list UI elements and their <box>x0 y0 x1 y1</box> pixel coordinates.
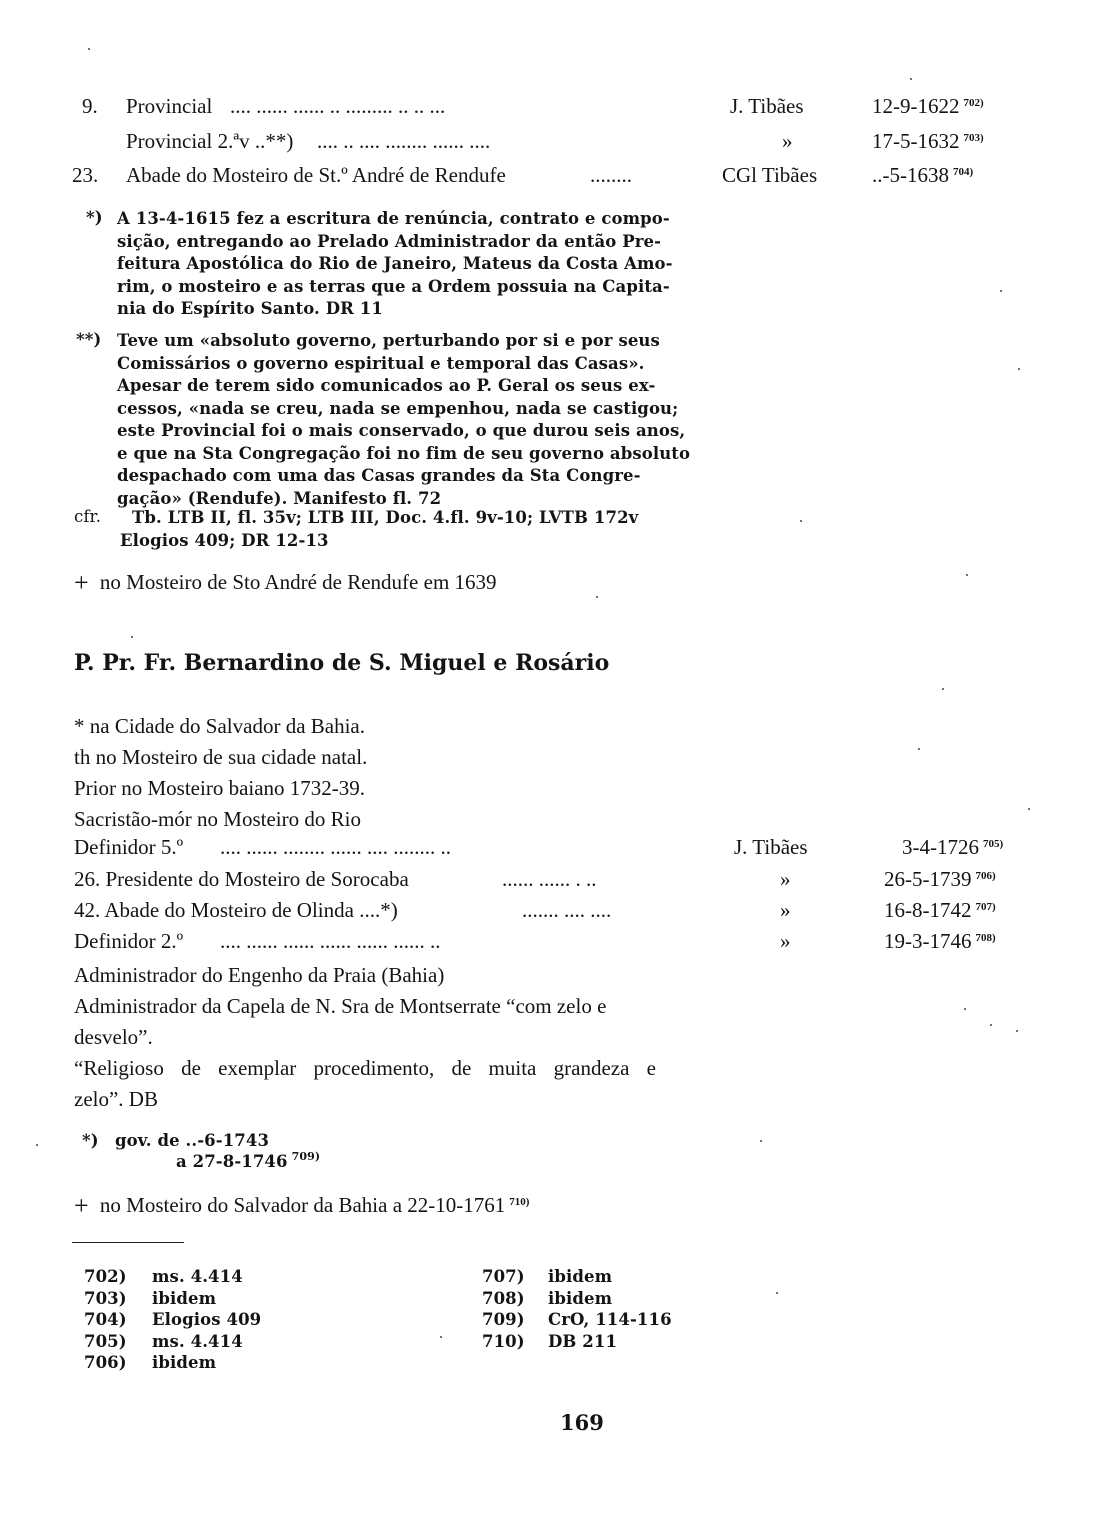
note-line: rim, o mosteiro e as terras que a Ordem possuia na Capita- <box>117 276 670 296</box>
scan-speck <box>964 1008 966 1010</box>
footnote <box>84 1288 261 1310</box>
leader-dots: ....... .... .... <box>522 898 612 922</box>
footnote <box>482 1266 672 1288</box>
footnote-number: 707) <box>482 1267 525 1286</box>
scan-speck <box>1028 808 1030 810</box>
date-text: 12-9-1622 <box>872 94 960 118</box>
entry-date <box>872 129 984 154</box>
scan-speck <box>918 748 920 750</box>
footnote <box>84 1331 261 1353</box>
date-text: ..-5-1638 <box>872 163 949 187</box>
leader-dots: ........ <box>590 163 632 187</box>
ref-number: 705) <box>983 838 1004 850</box>
note-line: despachado com uma das Casas grandes da Sta Congre- <box>117 466 641 485</box>
note-line: nia do Espírito Santo. DR 11 <box>117 299 383 318</box>
leader-dots: .... .. .... ........ ...... .... <box>317 129 491 153</box>
scan-speck <box>131 636 133 638</box>
scan-speck <box>1016 1030 1018 1032</box>
scan-speck <box>990 1024 992 1026</box>
intro-line: Sacristão-mór no Mosteiro do Rio <box>74 807 361 831</box>
note-paragraph <box>117 208 673 321</box>
scan-speck <box>910 78 912 80</box>
date-text: 26-5-1739 <box>884 867 972 891</box>
footnote-text: DB 211 <box>548 1331 618 1351</box>
ref-number: 706) <box>975 870 996 882</box>
cross-symbol: + <box>74 568 89 597</box>
footnote-number: 709) <box>482 1310 525 1329</box>
entry-place: J. Tibães <box>734 835 808 859</box>
intro-line: th no Mosteiro de sua cidade natal. <box>74 745 368 769</box>
cross-symbol: + <box>74 1191 89 1220</box>
scan-speck <box>800 520 802 522</box>
entry-date <box>872 94 984 119</box>
note-line: cessos, «nada se creu, nada se empenhou, nada se castigou; <box>117 398 679 418</box>
scan-speck <box>776 1292 778 1294</box>
cfr-line: Elogios 409; DR 12-13 <box>120 530 329 550</box>
body-line: Administrador da Capela de N. Sra de Montserrate “com zelo e <box>74 994 607 1018</box>
footnote-rule <box>72 1242 184 1243</box>
footnote-text: ibidem <box>152 1353 217 1372</box>
footnote-text: CrO, 114-116 <box>548 1310 672 1329</box>
note-marker: *) <box>82 1131 99 1150</box>
scan-speck <box>1018 368 1020 370</box>
leader-dots: .... ...... ...... .. ......... .. .. ... <box>230 94 446 118</box>
footnote-number: 705) <box>84 1331 127 1351</box>
footnote-number: 703) <box>84 1288 127 1308</box>
cfr-line: Tb. LTB II, fl. 35v; LTB III, Doc. 4.fl. 9v-10; LVTB 172v <box>132 508 639 527</box>
ref-number: 708) <box>975 932 996 944</box>
entry-place: » <box>780 898 791 922</box>
footnote-number: 704) <box>84 1310 127 1329</box>
entry-label: 42. Abade do Mosteiro de Olinda ....*) <box>74 898 398 922</box>
body-line: Administrador do Engenho da Praia (Bahia) <box>74 963 445 987</box>
footnote <box>482 1309 672 1331</box>
note-line: Teve um «absoluto governo, perturbando por si e por seus <box>117 331 660 350</box>
note-line: sição, entregando ao Prelado Administrador da então Pre- <box>117 231 662 251</box>
body-line: “Religioso de exemplar procedimento, de muita grandeza e <box>74 1056 656 1080</box>
footnote <box>84 1309 261 1331</box>
body-line: zelo”. DB <box>74 1087 158 1111</box>
cfr-label: cfr. <box>74 507 102 526</box>
leader-dots: ...... ...... . .. <box>502 867 597 891</box>
note-marker: **) <box>76 330 102 349</box>
date-text: 16-8-1742 <box>884 898 972 922</box>
footnote-text: ibidem <box>152 1288 217 1308</box>
scan-speck <box>966 574 968 576</box>
scan-speck <box>760 1140 762 1142</box>
scan-speck <box>596 596 598 598</box>
footnote-number: 710) <box>482 1331 525 1351</box>
entry-place: » <box>780 867 791 891</box>
entry-label: Definidor 2.º <box>74 929 184 953</box>
footnote-text: ms. 4.414 <box>152 1331 243 1351</box>
footnote-text: Elogios 409 <box>152 1310 262 1329</box>
note-paragraph <box>117 330 690 510</box>
death-line <box>74 1189 529 1219</box>
footnote <box>84 1266 261 1288</box>
entry-place: J. Tibães <box>730 94 804 118</box>
page-number: 169 <box>560 1410 604 1435</box>
entry-date <box>884 929 996 954</box>
ref-number: 702) <box>963 97 984 109</box>
footnote-text: ibidem <box>548 1267 613 1286</box>
leader-dots: .... ...... ........ ...... .... ........ .. <box>220 835 451 859</box>
entry-label: Provincial <box>126 94 213 118</box>
ref-number: 710) <box>509 1196 530 1208</box>
scan-speck <box>36 1144 38 1146</box>
note-line: Comissários o governo espiritual e temporal das Casas». <box>117 353 645 373</box>
entry-date <box>884 867 996 892</box>
note-line: A 13-4-1615 fez a escritura de renúncia, contrato e compo- <box>117 209 670 228</box>
footnote <box>482 1288 672 1310</box>
entry-number: 9. <box>82 94 98 118</box>
entry-place: CGl Tibães <box>722 163 818 187</box>
gov-line: gov. de ..-6-1743 <box>115 1131 270 1150</box>
note-line: este Provincial foi o mais conservado, o que durou seis anos, <box>117 421 686 440</box>
footnotes-right <box>482 1266 672 1352</box>
ref-number: 703) <box>963 132 984 144</box>
note-line: Apesar de terem sido comunicados ao P. Geral os seus ex- <box>117 376 656 395</box>
intro-line: Prior no Mosteiro baiano 1732-39. <box>74 776 366 800</box>
scan-speck <box>1000 290 1002 292</box>
death-line <box>74 566 497 596</box>
entry-number: 23. <box>72 163 99 187</box>
body-line: desvelo”. <box>74 1025 153 1049</box>
ref-number: 709) <box>291 1150 321 1163</box>
biography-body <box>74 960 724 1115</box>
entry-date <box>884 898 996 923</box>
leader-dots: .... ...... ...... ...... ...... ...... .. <box>220 929 441 953</box>
date-text: 17-5-1632 <box>872 129 960 153</box>
ref-number: 704) <box>953 166 974 178</box>
biography-intro <box>74 711 367 835</box>
gov-text: a 27-8-1746 <box>176 1152 288 1171</box>
note-line: feitura Apostólica do Rio de Janeiro, Mateus da Costa Amo- <box>117 254 673 273</box>
section-title: P. Pr. Fr. Bernardino de S. Miguel e Rosário <box>74 650 610 676</box>
date-text: 3-4-1726 <box>902 835 979 859</box>
footnote <box>84 1352 261 1374</box>
entry-label: 26. Presidente do Mosteiro de Sorocaba <box>74 867 409 891</box>
note-line: gação» (Rendufe). Manifesto fl. 72 <box>117 488 442 508</box>
date-text: 19-3-1746 <box>884 929 972 953</box>
note-marker: *) <box>86 208 103 227</box>
cfr-references <box>120 507 639 552</box>
footnote-number: 706) <box>84 1353 127 1372</box>
footnote-text: ms. 4.414 <box>152 1267 243 1286</box>
death-text: no Mosteiro do Salvador da Bahia a 22-10-1761 <box>99 1193 506 1217</box>
entry-date <box>872 163 973 188</box>
footnotes-left <box>84 1266 261 1374</box>
footnote <box>482 1331 672 1353</box>
footnote-number: 702) <box>84 1267 127 1286</box>
entry-place: » <box>782 129 793 153</box>
scan-speck <box>440 1336 442 1338</box>
footnote-text: ibidem <box>548 1288 613 1308</box>
entry-place: » <box>780 929 791 953</box>
gov-line <box>176 1152 320 1171</box>
scan-speck <box>88 48 90 50</box>
footnote-number: 708) <box>482 1288 525 1308</box>
entry-label: Provincial 2.ªv ..**) <box>126 129 294 153</box>
entry-label: Definidor 5.º <box>74 835 184 859</box>
intro-line: * na Cidade do Salvador da Bahia. <box>74 714 366 738</box>
entry-label: Abade do Mosteiro de St.º André de Rendufe <box>126 163 506 187</box>
note-line: e que na Sta Congregação foi no fim de seu governo absoluto <box>117 443 691 463</box>
death-text: no Mosteiro de Sto André de Rendufe em 1639 <box>99 570 497 594</box>
ref-number: 707) <box>975 901 996 913</box>
scan-speck <box>942 688 944 690</box>
entry-date <box>902 835 1003 860</box>
